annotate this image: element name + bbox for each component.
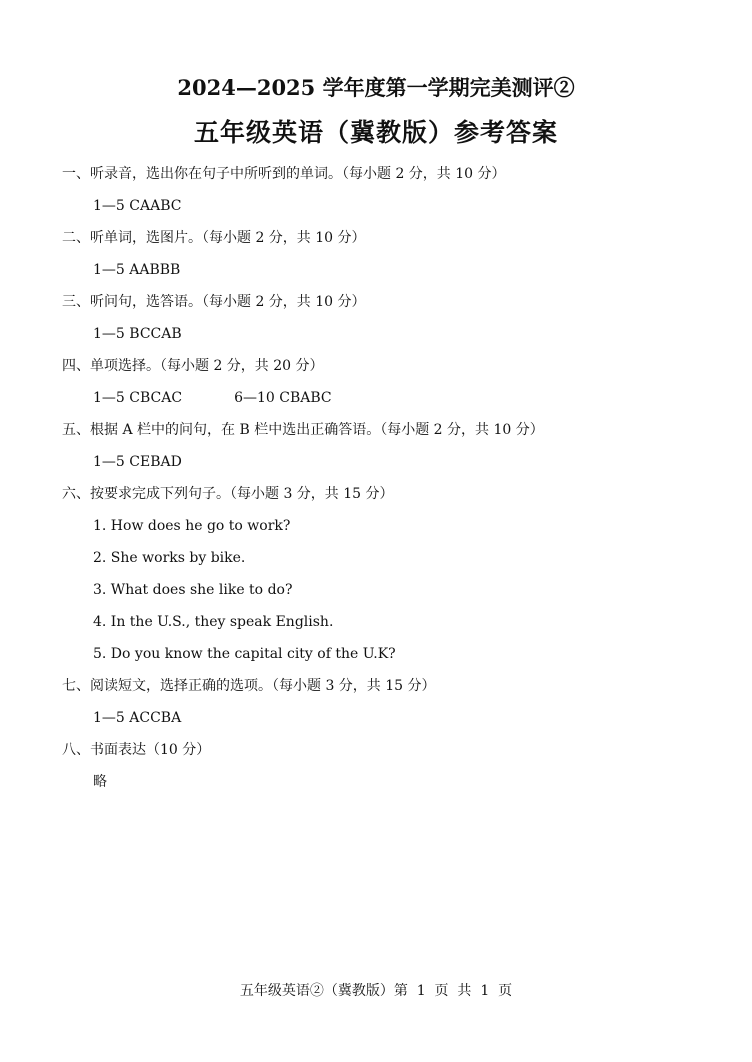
section-answer-1: 1—5 CAABC xyxy=(93,198,182,214)
section-answer-6-4: 4. In the U.S., they speak English. xyxy=(93,614,334,630)
document-subtitle: 五年级英语（冀教版）参考答案 xyxy=(193,118,558,147)
section-answer-2: 1—5 AABBB xyxy=(93,262,181,278)
section-heading-6: 六、按要求完成下列句子。（每小题 3 分，共 15 分） xyxy=(62,486,394,502)
section-answer-5: 1—5 CEBAD xyxy=(93,454,182,470)
section-heading-2: 二、听单词，选图片。（每小题 2 分，共 10 分） xyxy=(62,230,366,246)
section-heading-1: 一、听录音，选出你在句子中所听到的单词。（每小题 2 分，共 10 分） xyxy=(62,166,506,182)
section-answer-7: 1—5 ACCBA xyxy=(93,710,182,726)
section-answer-4a: 1—5 CBCAC xyxy=(93,390,183,406)
section-heading-8: 八、书面表达（10 分） xyxy=(62,742,211,758)
section-heading-7: 七、阅读短文，选择正确的选项。（每小题 3 分，共 15 分） xyxy=(62,678,436,694)
section-heading-4: 四、单项选择。（每小题 2 分，共 20 分） xyxy=(62,358,324,374)
section-answer-3: 1—5 BCCAB xyxy=(93,326,182,342)
section-answer-6-3: 3. What does she like to do? xyxy=(93,582,293,598)
section-answer-8: 略 xyxy=(93,774,107,790)
section-answer-6-5: 5. Do you know the capital city of the U.K? xyxy=(93,646,396,662)
page-footer: 五年级英语②（冀教版）第 1 页 共 1 页 xyxy=(239,983,513,999)
section-answer-4-row xyxy=(93,389,332,407)
section-answer-6-2: 2. She works by bike. xyxy=(93,550,246,566)
section-heading-5: 五、根据 A 栏中的问句，在 B 栏中选出正确答语。（每小题 2 分，共 10 分） xyxy=(62,422,544,438)
section-answer-4b: 6—10 CBABC xyxy=(234,390,332,406)
document-title: 2024—2025 学年度第一学期完美测评② xyxy=(177,75,575,100)
section-answer-6-1: 1. How does he go to work? xyxy=(93,518,291,534)
section-heading-3: 三、听问句，选答语。（每小题 2 分，共 10 分） xyxy=(62,294,366,310)
